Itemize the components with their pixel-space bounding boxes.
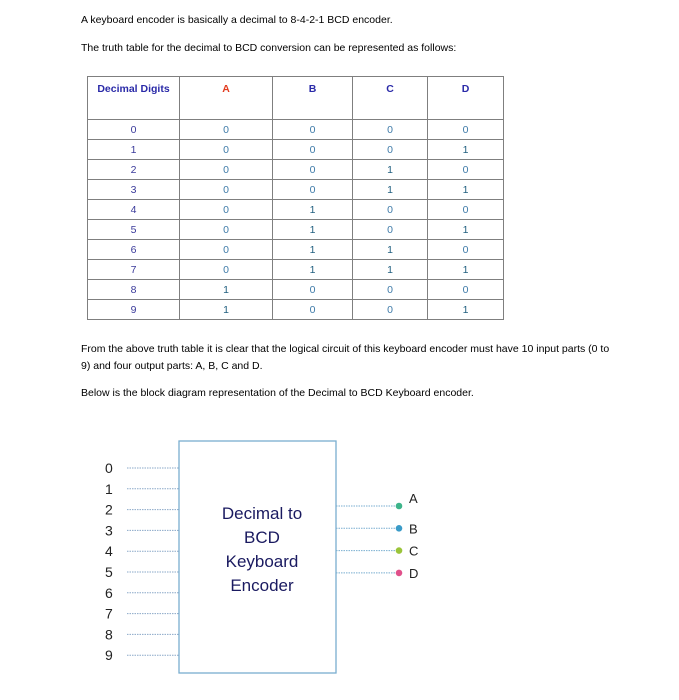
encoder-label-line: Encoder xyxy=(230,576,294,595)
input-label: 5 xyxy=(105,564,113,580)
table-cell-bit: 0 xyxy=(353,200,428,220)
output-label: A xyxy=(409,491,418,506)
table-cell-decimal: 0 xyxy=(88,120,180,140)
table-cell-bit: 0 xyxy=(428,280,504,300)
table-cell-bit: 0 xyxy=(180,180,273,200)
table-cell-bit: 0 xyxy=(428,240,504,260)
table-cell-bit: 0 xyxy=(273,280,353,300)
table-cell-bit: 0 xyxy=(273,120,353,140)
input-label: 4 xyxy=(105,543,113,560)
intro-paragraph: A keyboard encoder is basically a decimal to 8-4-2-1 BCD encoder. xyxy=(81,14,393,26)
table-cell-bit: 1 xyxy=(428,140,504,160)
table-cell-bit: 1 xyxy=(353,240,428,260)
encoder-label-line: BCD xyxy=(244,528,280,547)
header-decimal-digits: Decimal Digits xyxy=(88,77,180,120)
table-cell-bit: 1 xyxy=(353,160,428,180)
table-cell-bit: 1 xyxy=(428,260,504,280)
table-cell-bit: 1 xyxy=(428,220,504,240)
table-cell-bit: 1 xyxy=(180,280,273,300)
table-cell-bit: 0 xyxy=(180,200,273,220)
output-dot xyxy=(396,570,403,577)
table-cell-decimal: 1 xyxy=(88,140,180,160)
table-cell-bit: 0 xyxy=(273,180,353,200)
table-cell-bit: 0 xyxy=(353,280,428,300)
table-cell-bit: 0 xyxy=(180,160,273,180)
table-cell-decimal: 8 xyxy=(88,280,180,300)
input-label: 2 xyxy=(105,501,113,518)
output-label: B xyxy=(409,521,418,537)
table-cell-decimal: 9 xyxy=(88,300,180,320)
table-cell-bit: 1 xyxy=(273,260,353,280)
output-lines xyxy=(336,491,418,581)
table-cell-bit: 1 xyxy=(273,200,353,220)
table-cell-decimal: 3 xyxy=(88,180,180,200)
table-cell-bit: 0 xyxy=(273,160,353,180)
conclusion-paragraph: From the above truth table it is clear that the logical circuit of this keyboard encoder must have 10 input parts (0 to 9) and four output parts: A, B, C and D. xyxy=(81,343,610,372)
header-c: C xyxy=(353,77,428,120)
table-cell-bit: 0 xyxy=(353,300,428,320)
input-label: 6 xyxy=(105,584,113,601)
encoder-label-line: Keyboard xyxy=(225,552,299,571)
table-cell-bit: 1 xyxy=(180,300,273,320)
table-cell-bit: 0 xyxy=(353,120,428,140)
table-cell-bit: 0 xyxy=(180,240,273,260)
output-label: D xyxy=(409,565,419,581)
output-dot xyxy=(396,525,403,532)
table-cell-bit: 1 xyxy=(273,240,353,260)
input-label: 8 xyxy=(105,626,113,643)
input-label: 3 xyxy=(105,522,113,539)
header-b: B xyxy=(273,77,353,120)
table-cell-bit: 0 xyxy=(180,260,273,280)
table-cell-bit: 1 xyxy=(273,220,353,240)
table-cell-bit: 0 xyxy=(273,140,353,160)
table-cell-decimal: 2 xyxy=(88,160,180,180)
block-intro-paragraph: Below is the block diagram representation of the Decimal to BCD Keyboard encoder. xyxy=(81,387,474,399)
encoder-label-line: Decimal to xyxy=(221,504,303,523)
table-cell-bit: 1 xyxy=(353,180,428,200)
table-cell-bit: 1 xyxy=(428,300,504,320)
table-intro-paragraph: The truth table for the decimal to BCD conversion can be represented as follows: xyxy=(81,42,457,54)
output-dot xyxy=(396,547,403,554)
table-cell-bit: 0 xyxy=(428,120,504,140)
table-cell-bit: 1 xyxy=(428,180,504,200)
input-label: 7 xyxy=(105,605,113,622)
output-dot xyxy=(396,503,403,510)
output-label: C xyxy=(409,543,419,559)
table-cell-bit: 0 xyxy=(428,160,504,180)
table-cell-bit: 0 xyxy=(180,140,273,160)
input-lines xyxy=(105,460,179,663)
header-d: D xyxy=(428,77,504,120)
table-cell-decimal: 5 xyxy=(88,220,180,240)
input-label: 9 xyxy=(105,647,113,664)
header-a: A xyxy=(180,77,273,120)
table-cell-bit: 0 xyxy=(180,220,273,240)
table-cell-decimal: 6 xyxy=(88,240,180,260)
table-cell-decimal: 7 xyxy=(88,260,180,280)
table-cell-bit: 0 xyxy=(353,140,428,160)
table-cell-bit: 0 xyxy=(273,300,353,320)
table-cell-bit: 0 xyxy=(428,200,504,220)
table-cell-bit: 0 xyxy=(353,220,428,240)
input-label: 0 xyxy=(105,460,113,476)
table-cell-bit: 0 xyxy=(180,120,273,140)
table-cell-bit: 1 xyxy=(353,260,428,280)
input-label: 1 xyxy=(105,480,113,497)
table-cell-decimal: 4 xyxy=(88,200,180,220)
